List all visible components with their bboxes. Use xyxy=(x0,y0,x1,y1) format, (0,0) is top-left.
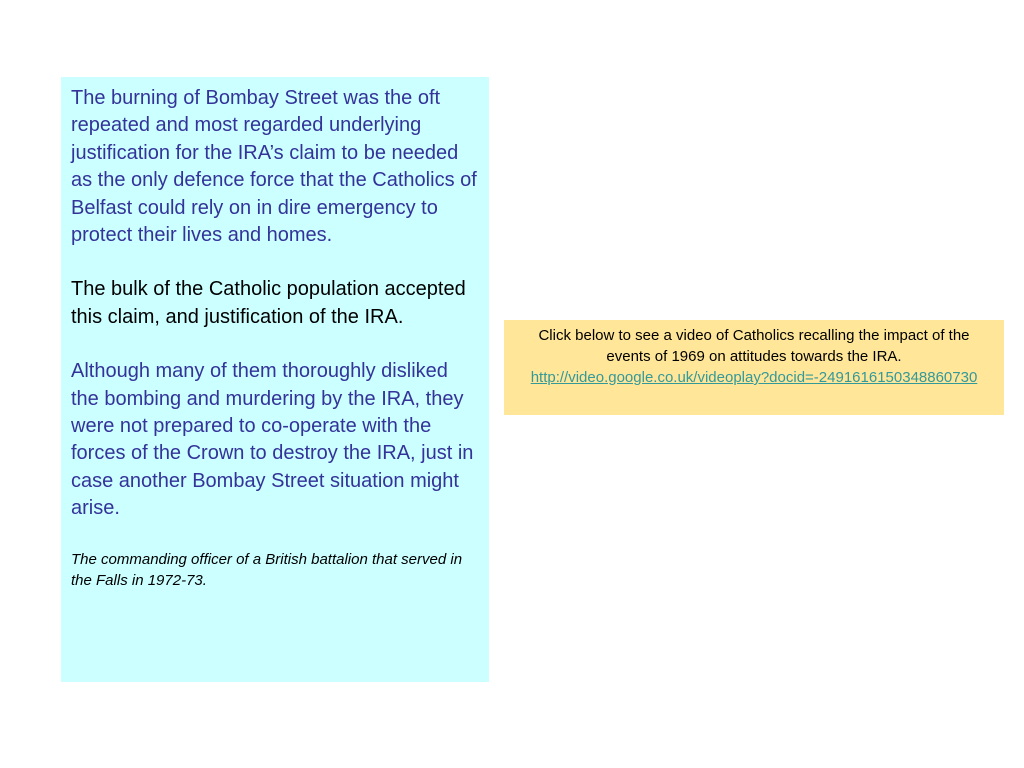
video-link[interactable]: http://video.google.co.uk/videoplay?docid=-2491616150348860730 xyxy=(530,369,978,386)
quote-attribution: The commanding officer of a British battalion that served in the Falls in 1972-73. xyxy=(71,550,463,589)
video-note-text: Click below to see a video of Catholics recalling the impact of the events of 1969 on attitudes towards the IRA. xyxy=(538,327,970,365)
video-note-panel xyxy=(504,320,1004,415)
quote-paragraph-3: Although many of them thoroughly disliked the bombing and murdering by the IRA, they were not prepared to co-operate with the forces of the Crown to destroy the IRA, just in case another Bombay Street situation might arise. xyxy=(71,360,474,520)
paragraph-spacer xyxy=(71,249,479,276)
paragraph-spacer xyxy=(71,331,479,358)
quote-paragraph-1: The burning of Bombay Street was the oft repeated and most regarded underlying justification for the IRA’s claim to be needed as the only defence force that the Catholics of Belfast could rely on in dire emergency to protect their lives and homes. xyxy=(71,87,477,247)
paragraph-spacer xyxy=(71,523,479,549)
quote-paragraph-2: The bulk of the Catholic population accepted this claim, and justification of the IRA. xyxy=(71,278,466,328)
quote-panel xyxy=(61,77,489,682)
